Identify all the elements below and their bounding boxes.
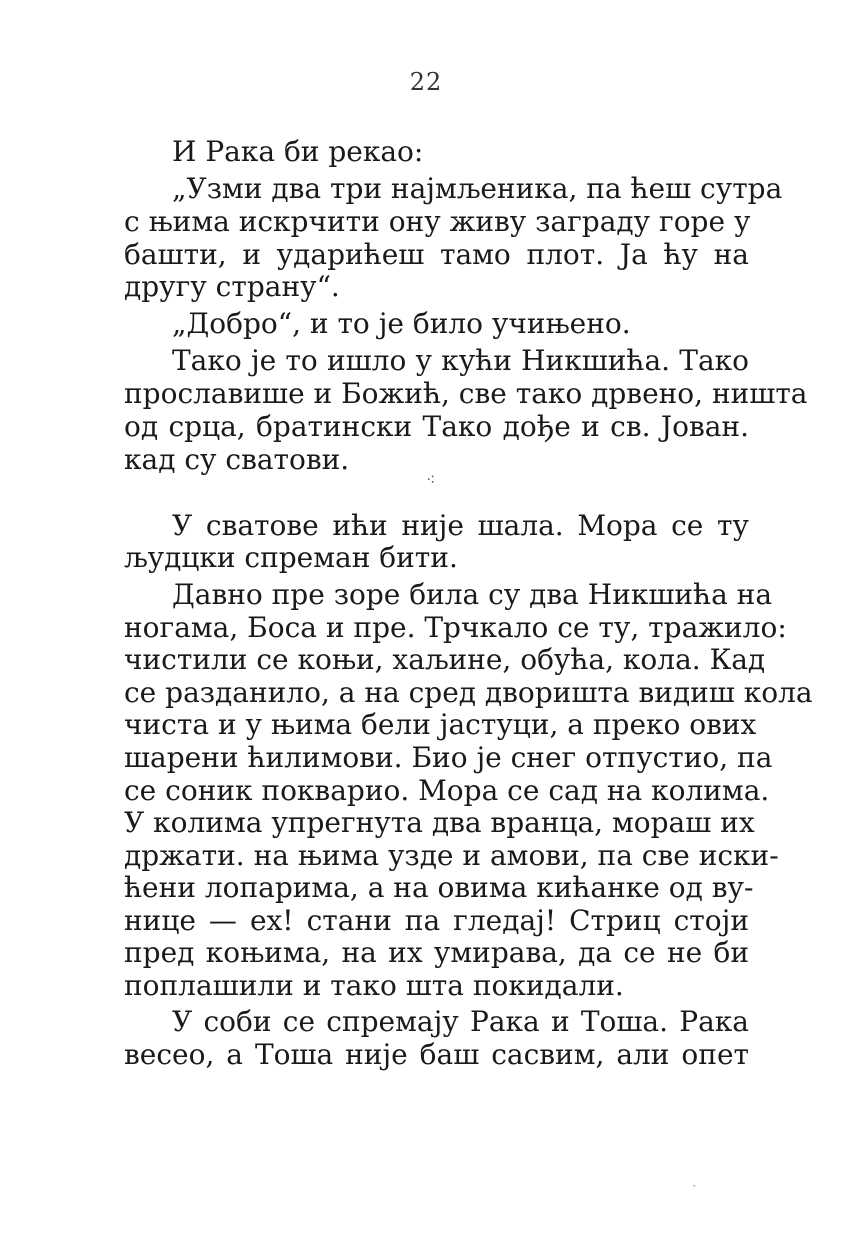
scan-speck: ˎ	[692, 1172, 697, 1188]
text-line: У колима упрегнута два вранца, мораш их	[124, 806, 755, 839]
text-line: И Рака би рекао:	[172, 135, 424, 168]
text-line: башти, и ударићеш тамо плот. Ја ћу на	[124, 238, 749, 271]
text-line: поплашили и тако шта покидали.	[124, 969, 624, 1002]
text-line: се разданило, а на сред дворишта видиш кола	[124, 676, 813, 709]
text-line: чиста и у њима бели јастуци, а преко ових	[124, 708, 757, 741]
text-line: „Узми два три најмљеника, па ћеш сутра	[172, 172, 783, 205]
text-line: У соби се спремају Рака и Тоша. Рака	[172, 1005, 749, 1038]
text-line: од срца, братински Тако дође и св. Јован.	[124, 410, 749, 443]
text-line: се соник покварио. Мора се сад на колима.	[124, 774, 770, 807]
text-line: Давно пре зоре била су два Никшића на	[172, 578, 773, 611]
text-line: нице — ех! стани па гледај! Стриц стоји	[124, 904, 749, 937]
text-line: кад су сватови.	[124, 443, 350, 476]
text-line: шарени ћилимови. Био је снег отпустио, па	[124, 741, 773, 774]
text-line: пред коњима, на их умирава, да се не би	[124, 936, 749, 969]
text-line: с њима искрчити ону живу заграду горе у	[124, 205, 751, 238]
text-line: У сватове ићи није шала. Мора се ту	[172, 509, 749, 542]
page-number: 22	[409, 68, 443, 96]
text-line: држати. на њима узде и амови, па све иски-	[124, 839, 779, 872]
text-line: „Добро“, и то је било учињено.	[172, 307, 631, 340]
text-line: чистили се коњи, хаљине, обућа, кола. Кад	[124, 643, 766, 676]
text-line: Тако је то ишло у кући Никшића. Тако	[172, 344, 749, 377]
text-line: другу страну“.	[124, 270, 340, 303]
text-line: ногама, Боса и пре. Трчкало се ту, тражило:	[124, 611, 787, 644]
text-line: људцки спреман бити.	[124, 541, 458, 574]
text-line: ћени лопарима, а на овима кићанке од ву-	[124, 871, 754, 904]
text-line: весео, а Тоша није баш сасвим, али опет	[124, 1038, 749, 1071]
text-line: прославише и Божић, све тако дрвено, ништа	[124, 377, 808, 410]
section-separator: ⁖	[426, 470, 436, 489]
